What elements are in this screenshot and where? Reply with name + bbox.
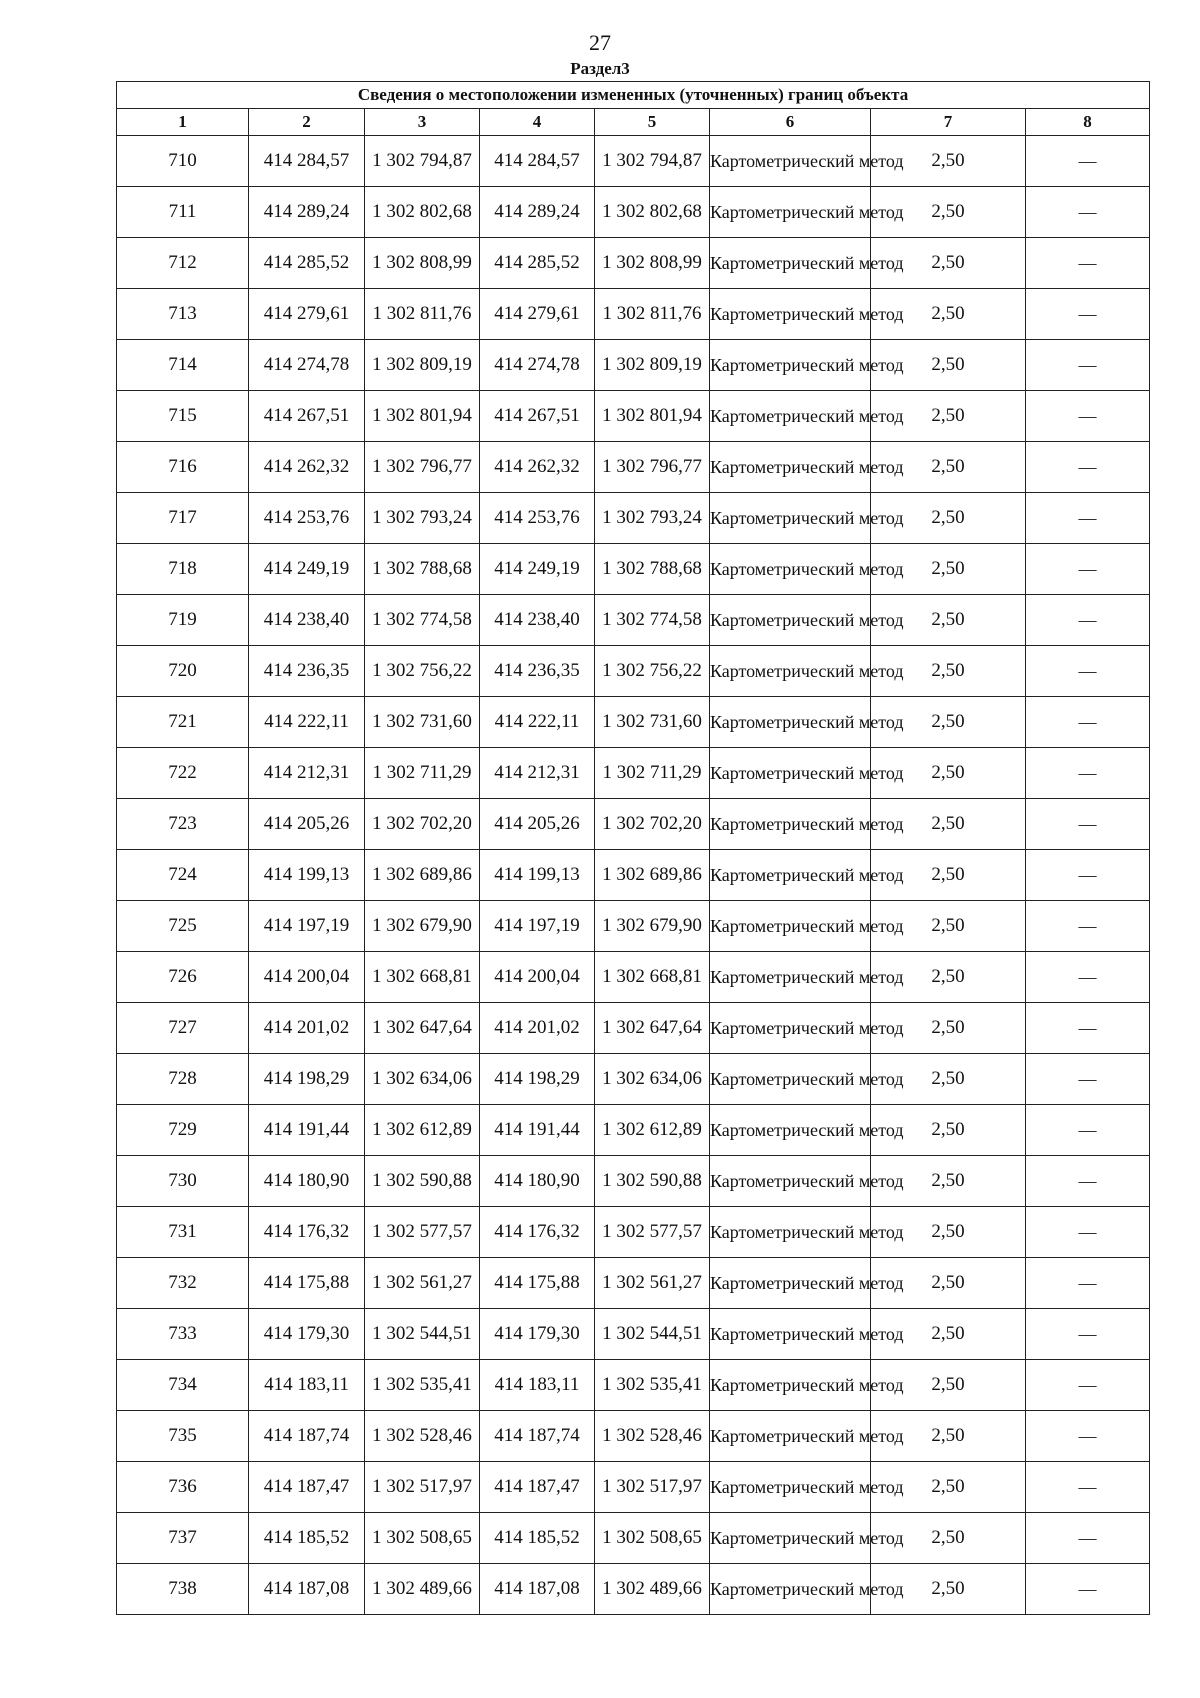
description-cell: —: [1026, 1411, 1150, 1462]
x-coordinate-cell: 414 198,29: [480, 1054, 595, 1105]
y-coordinate-cell: 1 302 702,20: [595, 799, 710, 850]
table-row: [117, 901, 1150, 952]
point-number-cell: 721: [117, 697, 249, 748]
y-coordinate-cell: 1 302 577,57: [595, 1207, 710, 1258]
table-row: [117, 442, 1150, 493]
x-coordinate-cell: 414 179,30: [249, 1309, 365, 1360]
x-coordinate-cell: 414 236,35: [480, 646, 595, 697]
description-cell: —: [1026, 595, 1150, 646]
point-number-cell: 733: [117, 1309, 249, 1360]
y-coordinate-cell: 1 302 668,81: [365, 952, 480, 1003]
x-coordinate-cell: 414 249,19: [249, 544, 365, 595]
table-row: [117, 544, 1150, 595]
y-coordinate-cell: 1 302 796,77: [365, 442, 480, 493]
accuracy-cell: 2,50: [871, 1054, 1026, 1105]
point-number-cell: 712: [117, 238, 249, 289]
y-coordinate-cell: 1 302 809,19: [365, 340, 480, 391]
table-row: [117, 289, 1150, 340]
y-coordinate-cell: 1 302 590,88: [365, 1156, 480, 1207]
x-coordinate-cell: 414 267,51: [249, 391, 365, 442]
accuracy-cell: 2,50: [871, 544, 1026, 595]
description-cell: —: [1026, 1309, 1150, 1360]
y-coordinate-cell: 1 302 711,29: [595, 748, 710, 799]
x-coordinate-cell: 414 179,30: [480, 1309, 595, 1360]
point-number-cell: 715: [117, 391, 249, 442]
y-coordinate-cell: 1 302 517,97: [595, 1462, 710, 1513]
description-cell: —: [1026, 952, 1150, 1003]
table-row: [117, 1309, 1150, 1360]
column-header: 3: [365, 109, 480, 136]
table-row: [117, 646, 1150, 697]
description-cell: —: [1026, 1360, 1150, 1411]
table-row: [117, 187, 1150, 238]
table-row: [117, 952, 1150, 1003]
y-coordinate-cell: 1 302 801,94: [365, 391, 480, 442]
x-coordinate-cell: 414 285,52: [249, 238, 365, 289]
method-cell: Картометрический метод: [710, 901, 871, 952]
description-cell: —: [1026, 1003, 1150, 1054]
accuracy-cell: 2,50: [871, 1258, 1026, 1309]
point-number-cell: 727: [117, 1003, 249, 1054]
column-header: 4: [480, 109, 595, 136]
y-coordinate-cell: 1 302 731,60: [365, 697, 480, 748]
x-coordinate-cell: 414 191,44: [480, 1105, 595, 1156]
description-cell: —: [1026, 493, 1150, 544]
method-cell: Картометрический метод: [710, 1513, 871, 1564]
y-coordinate-cell: 1 302 528,46: [365, 1411, 480, 1462]
x-coordinate-cell: 414 205,26: [480, 799, 595, 850]
x-coordinate-cell: 414 191,44: [249, 1105, 365, 1156]
description-cell: —: [1026, 1513, 1150, 1564]
x-coordinate-cell: 414 262,32: [249, 442, 365, 493]
x-coordinate-cell: 414 238,40: [249, 595, 365, 646]
column-header: 2: [249, 109, 365, 136]
point-number-cell: 717: [117, 493, 249, 544]
y-coordinate-cell: 1 302 794,87: [365, 136, 480, 187]
description-cell: —: [1026, 850, 1150, 901]
y-coordinate-cell: 1 302 774,58: [595, 595, 710, 646]
accuracy-cell: 2,50: [871, 1360, 1026, 1411]
accuracy-cell: 2,50: [871, 901, 1026, 952]
description-cell: —: [1026, 901, 1150, 952]
table-row: [117, 1105, 1150, 1156]
x-coordinate-cell: 414 249,19: [480, 544, 595, 595]
y-coordinate-cell: 1 302 788,68: [595, 544, 710, 595]
x-coordinate-cell: 414 236,35: [249, 646, 365, 697]
point-number-cell: 725: [117, 901, 249, 952]
y-coordinate-cell: 1 302 535,41: [595, 1360, 710, 1411]
x-coordinate-cell: 414 180,90: [480, 1156, 595, 1207]
y-coordinate-cell: 1 302 489,66: [365, 1564, 480, 1615]
description-cell: —: [1026, 136, 1150, 187]
y-coordinate-cell: 1 302 647,64: [365, 1003, 480, 1054]
point-number-cell: 714: [117, 340, 249, 391]
accuracy-cell: 2,50: [871, 1462, 1026, 1513]
table-row: [117, 238, 1150, 289]
x-coordinate-cell: 414 267,51: [480, 391, 595, 442]
table-row: [117, 799, 1150, 850]
method-cell: Картометрический метод: [710, 1411, 871, 1462]
point-number-cell: 723: [117, 799, 249, 850]
description-cell: —: [1026, 544, 1150, 595]
x-coordinate-cell: 414 212,31: [249, 748, 365, 799]
description-cell: —: [1026, 442, 1150, 493]
point-number-cell: 736: [117, 1462, 249, 1513]
table-row: [117, 595, 1150, 646]
x-coordinate-cell: 414 176,32: [480, 1207, 595, 1258]
point-number-cell: 720: [117, 646, 249, 697]
y-coordinate-cell: 1 302 528,46: [595, 1411, 710, 1462]
y-coordinate-cell: 1 302 811,76: [595, 289, 710, 340]
x-coordinate-cell: 414 222,11: [249, 697, 365, 748]
y-coordinate-cell: 1 302 689,86: [365, 850, 480, 901]
accuracy-cell: 2,50: [871, 187, 1026, 238]
table-row: [117, 1207, 1150, 1258]
y-coordinate-cell: 1 302 489,66: [595, 1564, 710, 1615]
column-header: 7: [871, 109, 1026, 136]
y-coordinate-cell: 1 302 668,81: [595, 952, 710, 1003]
point-number-cell: 729: [117, 1105, 249, 1156]
table-row: [117, 1411, 1150, 1462]
description-cell: —: [1026, 289, 1150, 340]
x-coordinate-cell: 414 200,04: [480, 952, 595, 1003]
method-cell: Картометрический метод: [710, 1258, 871, 1309]
method-cell: Картометрический метод: [710, 187, 871, 238]
y-coordinate-cell: 1 302 577,57: [365, 1207, 480, 1258]
x-coordinate-cell: 414 212,31: [480, 748, 595, 799]
point-number-cell: 716: [117, 442, 249, 493]
x-coordinate-cell: 414 205,26: [249, 799, 365, 850]
accuracy-cell: 2,50: [871, 493, 1026, 544]
y-coordinate-cell: 1 302 517,97: [365, 1462, 480, 1513]
description-cell: —: [1026, 238, 1150, 289]
description-cell: —: [1026, 646, 1150, 697]
page-number: 27: [589, 30, 611, 55]
point-number-cell: 730: [117, 1156, 249, 1207]
accuracy-cell: 2,50: [871, 799, 1026, 850]
accuracy-cell: 2,50: [871, 1003, 1026, 1054]
description-cell: —: [1026, 187, 1150, 238]
method-cell: Картометрический метод: [710, 595, 871, 646]
point-number-cell: 728: [117, 1054, 249, 1105]
y-coordinate-cell: 1 302 711,29: [365, 748, 480, 799]
y-coordinate-cell: 1 302 679,90: [365, 901, 480, 952]
method-cell: Картометрический метод: [710, 1462, 871, 1513]
accuracy-cell: 2,50: [871, 442, 1026, 493]
y-coordinate-cell: 1 302 612,89: [365, 1105, 480, 1156]
x-coordinate-cell: 414 175,88: [249, 1258, 365, 1309]
method-cell: Картометрический метод: [710, 289, 871, 340]
y-coordinate-cell: 1 302 561,27: [595, 1258, 710, 1309]
x-coordinate-cell: 414 185,52: [480, 1513, 595, 1564]
column-header: 1: [117, 109, 249, 136]
accuracy-cell: 2,50: [871, 748, 1026, 799]
description-cell: —: [1026, 799, 1150, 850]
x-coordinate-cell: 414 200,04: [249, 952, 365, 1003]
y-coordinate-cell: 1 302 793,24: [365, 493, 480, 544]
table-row: [117, 1003, 1150, 1054]
x-coordinate-cell: 414 199,13: [480, 850, 595, 901]
y-coordinate-cell: 1 302 590,88: [595, 1156, 710, 1207]
method-cell: Картометрический метод: [710, 1309, 871, 1360]
x-coordinate-cell: 414 183,11: [249, 1360, 365, 1411]
x-coordinate-cell: 414 187,08: [480, 1564, 595, 1615]
description-cell: —: [1026, 1564, 1150, 1615]
table-caption: Сведения о местоположении измененных (уточненных) границ объекта: [117, 82, 1150, 109]
accuracy-cell: 2,50: [871, 850, 1026, 901]
accuracy-cell: 2,50: [871, 340, 1026, 391]
description-cell: —: [1026, 1156, 1150, 1207]
y-coordinate-cell: 1 302 634,06: [595, 1054, 710, 1105]
table-row: [117, 1156, 1150, 1207]
accuracy-cell: 2,50: [871, 1156, 1026, 1207]
accuracy-cell: 2,50: [871, 391, 1026, 442]
y-coordinate-cell: 1 302 801,94: [595, 391, 710, 442]
y-coordinate-cell: 1 302 788,68: [365, 544, 480, 595]
table-row: [117, 850, 1150, 901]
table-row: [117, 1462, 1150, 1513]
method-cell: Картометрический метод: [710, 136, 871, 187]
point-number-cell: 713: [117, 289, 249, 340]
accuracy-cell: 2,50: [871, 238, 1026, 289]
accuracy-cell: 2,50: [871, 1564, 1026, 1615]
point-number-cell: 737: [117, 1513, 249, 1564]
accuracy-cell: 2,50: [871, 595, 1026, 646]
x-coordinate-cell: 414 180,90: [249, 1156, 365, 1207]
y-coordinate-cell: 1 302 561,27: [365, 1258, 480, 1309]
table-row: [117, 136, 1150, 187]
y-coordinate-cell: 1 302 802,68: [595, 187, 710, 238]
accuracy-cell: 2,50: [871, 646, 1026, 697]
y-coordinate-cell: 1 302 802,68: [365, 187, 480, 238]
method-cell: Картометрический метод: [710, 1054, 871, 1105]
y-coordinate-cell: 1 302 544,51: [365, 1309, 480, 1360]
x-coordinate-cell: 414 285,52: [480, 238, 595, 289]
method-cell: Картометрический метод: [710, 544, 871, 595]
y-coordinate-cell: 1 302 793,24: [595, 493, 710, 544]
method-cell: Картометрический метод: [710, 1207, 871, 1258]
x-coordinate-cell: 414 187,74: [249, 1411, 365, 1462]
method-cell: Картометрический метод: [710, 340, 871, 391]
y-coordinate-cell: 1 302 756,22: [365, 646, 480, 697]
x-coordinate-cell: 414 187,08: [249, 1564, 365, 1615]
point-number-cell: 718: [117, 544, 249, 595]
point-number-cell: 722: [117, 748, 249, 799]
method-cell: Картометрический метод: [710, 748, 871, 799]
y-coordinate-cell: 1 302 809,19: [595, 340, 710, 391]
x-coordinate-cell: 414 289,24: [249, 187, 365, 238]
x-coordinate-cell: 414 284,57: [480, 136, 595, 187]
x-coordinate-cell: 414 222,11: [480, 697, 595, 748]
method-cell: Картометрический метод: [710, 952, 871, 1003]
y-coordinate-cell: 1 302 774,58: [365, 595, 480, 646]
y-coordinate-cell: 1 302 612,89: [595, 1105, 710, 1156]
method-cell: Картометрический метод: [710, 1564, 871, 1615]
table-body: [117, 136, 1150, 1615]
y-coordinate-cell: 1 302 702,20: [365, 799, 480, 850]
description-cell: —: [1026, 697, 1150, 748]
x-coordinate-cell: 414 185,52: [249, 1513, 365, 1564]
method-cell: Картометрический метод: [710, 1105, 871, 1156]
accuracy-cell: 2,50: [871, 1309, 1026, 1360]
point-number-cell: 726: [117, 952, 249, 1003]
y-coordinate-cell: 1 302 647,64: [595, 1003, 710, 1054]
x-coordinate-cell: 414 176,32: [249, 1207, 365, 1258]
y-coordinate-cell: 1 302 808,99: [595, 238, 710, 289]
accuracy-cell: 2,50: [871, 1411, 1026, 1462]
y-coordinate-cell: 1 302 808,99: [365, 238, 480, 289]
method-cell: Картометрический метод: [710, 850, 871, 901]
y-coordinate-cell: 1 302 508,65: [365, 1513, 480, 1564]
x-coordinate-cell: 414 175,88: [480, 1258, 595, 1309]
x-coordinate-cell: 414 289,24: [480, 187, 595, 238]
method-cell: Картометрический метод: [710, 697, 871, 748]
point-number-cell: 738: [117, 1564, 249, 1615]
x-coordinate-cell: 414 187,47: [249, 1462, 365, 1513]
x-coordinate-cell: 414 187,74: [480, 1411, 595, 1462]
section-title: Раздел3: [570, 59, 630, 78]
method-cell: Картометрический метод: [710, 238, 871, 289]
y-coordinate-cell: 1 302 535,41: [365, 1360, 480, 1411]
y-coordinate-cell: 1 302 796,77: [595, 442, 710, 493]
y-coordinate-cell: 1 302 731,60: [595, 697, 710, 748]
accuracy-cell: 2,50: [871, 136, 1026, 187]
x-coordinate-cell: 414 253,76: [480, 493, 595, 544]
y-coordinate-cell: 1 302 508,65: [595, 1513, 710, 1564]
x-coordinate-cell: 414 199,13: [249, 850, 365, 901]
point-number-cell: 711: [117, 187, 249, 238]
y-coordinate-cell: 1 302 794,87: [595, 136, 710, 187]
point-number-cell: 734: [117, 1360, 249, 1411]
y-coordinate-cell: 1 302 689,86: [595, 850, 710, 901]
y-coordinate-cell: 1 302 544,51: [595, 1309, 710, 1360]
table-row: [117, 1258, 1150, 1309]
x-coordinate-cell: 414 279,61: [480, 289, 595, 340]
x-coordinate-cell: 414 279,61: [249, 289, 365, 340]
x-coordinate-cell: 414 183,11: [480, 1360, 595, 1411]
method-cell: Картометрический метод: [710, 799, 871, 850]
accuracy-cell: 2,50: [871, 1513, 1026, 1564]
table-row: [117, 1360, 1150, 1411]
y-coordinate-cell: 1 302 756,22: [595, 646, 710, 697]
accuracy-cell: 2,50: [871, 697, 1026, 748]
table-row: [117, 493, 1150, 544]
table-row: [117, 340, 1150, 391]
column-header-row: [117, 109, 1150, 136]
column-header: 5: [595, 109, 710, 136]
table-row: [117, 748, 1150, 799]
boundary-coordinates-table: [116, 81, 1150, 1615]
description-cell: —: [1026, 1207, 1150, 1258]
description-cell: —: [1026, 1462, 1150, 1513]
column-header: 6: [710, 109, 871, 136]
point-number-cell: 724: [117, 850, 249, 901]
method-cell: Картометрический метод: [710, 493, 871, 544]
method-cell: Картометрический метод: [710, 646, 871, 697]
y-coordinate-cell: 1 302 811,76: [365, 289, 480, 340]
table-row: [117, 391, 1150, 442]
description-cell: —: [1026, 340, 1150, 391]
x-coordinate-cell: 414 197,19: [480, 901, 595, 952]
description-cell: —: [1026, 391, 1150, 442]
point-number-cell: 732: [117, 1258, 249, 1309]
table-caption-row: [117, 82, 1150, 109]
table-row: [117, 697, 1150, 748]
x-coordinate-cell: 414 284,57: [249, 136, 365, 187]
description-cell: —: [1026, 1105, 1150, 1156]
x-coordinate-cell: 414 262,32: [480, 442, 595, 493]
description-cell: —: [1026, 1054, 1150, 1105]
point-number-cell: 735: [117, 1411, 249, 1462]
x-coordinate-cell: 414 238,40: [480, 595, 595, 646]
x-coordinate-cell: 414 201,02: [480, 1003, 595, 1054]
y-coordinate-cell: 1 302 634,06: [365, 1054, 480, 1105]
method-cell: Картометрический метод: [710, 1003, 871, 1054]
x-coordinate-cell: 414 274,78: [480, 340, 595, 391]
accuracy-cell: 2,50: [871, 289, 1026, 340]
accuracy-cell: 2,50: [871, 952, 1026, 1003]
x-coordinate-cell: 414 274,78: [249, 340, 365, 391]
table-row: [117, 1513, 1150, 1564]
x-coordinate-cell: 414 201,02: [249, 1003, 365, 1054]
accuracy-cell: 2,50: [871, 1105, 1026, 1156]
x-coordinate-cell: 414 198,29: [249, 1054, 365, 1105]
method-cell: Картометрический метод: [710, 1156, 871, 1207]
description-cell: —: [1026, 1258, 1150, 1309]
table-row: [117, 1564, 1150, 1615]
accuracy-cell: 2,50: [871, 1207, 1026, 1258]
table-row: [117, 1054, 1150, 1105]
description-cell: —: [1026, 748, 1150, 799]
x-coordinate-cell: 414 187,47: [480, 1462, 595, 1513]
method-cell: Картометрический метод: [710, 1360, 871, 1411]
x-coordinate-cell: 414 253,76: [249, 493, 365, 544]
y-coordinate-cell: 1 302 679,90: [595, 901, 710, 952]
point-number-cell: 719: [117, 595, 249, 646]
point-number-cell: 731: [117, 1207, 249, 1258]
point-number-cell: 710: [117, 136, 249, 187]
method-cell: Картометрический метод: [710, 442, 871, 493]
column-header: 8: [1026, 109, 1150, 136]
x-coordinate-cell: 414 197,19: [249, 901, 365, 952]
method-cell: Картометрический метод: [710, 391, 871, 442]
